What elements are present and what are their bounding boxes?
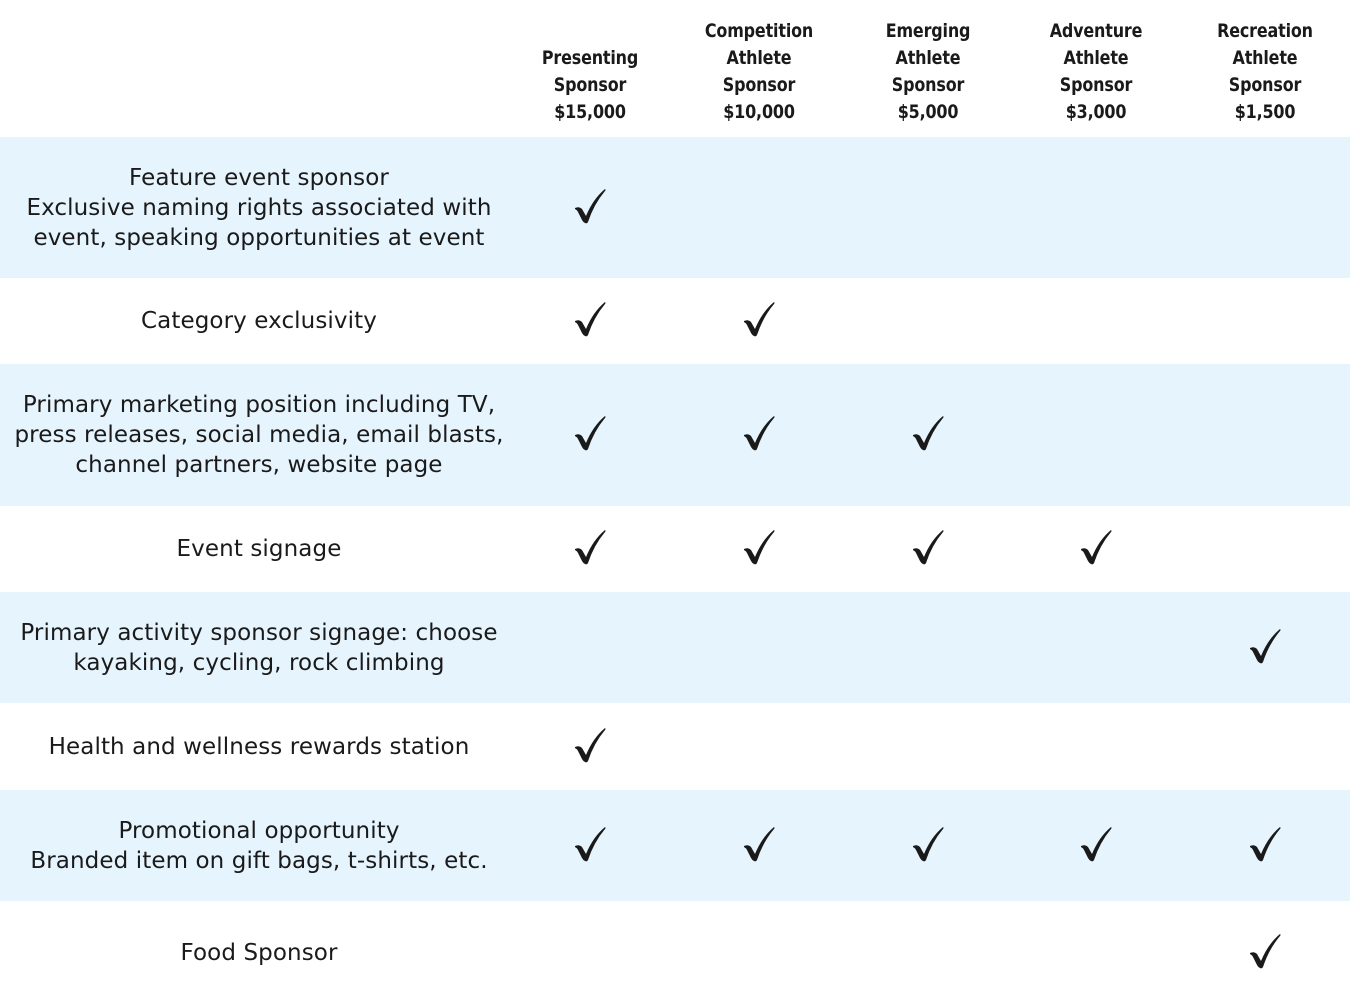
benefit-text-line: Feature event sponsor (129, 164, 389, 191)
benefit-row (0, 901, 1350, 1005)
benefit-description (0, 364, 518, 506)
benefit-row (0, 278, 1350, 364)
check-mark-icon (729, 411, 789, 455)
tier-name-line: Recreation (1217, 20, 1313, 42)
tier-price: $5,000 (897, 101, 959, 123)
benefit-row (0, 790, 1350, 901)
benefit-row (0, 703, 1350, 790)
tier-column-header (1029, 12, 1163, 126)
check-mark-icon (1235, 624, 1295, 668)
benefit-text-line: Exclusive naming rights associated with (26, 194, 492, 221)
check-mark-icon (1235, 929, 1295, 973)
tier-price: $15,000 (554, 101, 626, 123)
check-mark-icon (560, 184, 620, 228)
tier-column-header (523, 12, 657, 126)
check-mark-icon (729, 822, 789, 866)
tier-name-line: Adventure (1049, 20, 1143, 42)
tier-name-line: Sponsor (1059, 74, 1133, 96)
tier-name-line: Athlete (726, 47, 792, 69)
benefit-text-line: Promotional opportunity (118, 817, 400, 844)
check-mark-icon (560, 525, 620, 569)
benefit-text-line: event, speaking opportunities at event (33, 224, 485, 251)
benefit-description (0, 703, 518, 790)
tier-name-line: Competition (704, 20, 814, 42)
benefit-row (0, 137, 1350, 278)
tier-name-line: Sponsor (553, 74, 627, 96)
tier-price: $1,500 (1234, 101, 1296, 123)
check-mark-icon (898, 411, 958, 455)
check-mark-icon (1066, 525, 1126, 569)
tier-name-line: Sponsor (891, 74, 965, 96)
check-mark-icon (560, 822, 620, 866)
benefit-row (0, 592, 1350, 703)
check-mark-icon (560, 297, 620, 341)
check-mark-icon (560, 723, 620, 767)
tier-column-header (1198, 12, 1332, 126)
tier-column-header (861, 12, 995, 126)
benefit-text-line: Health and wellness rewards station (48, 733, 470, 760)
benefit-description (0, 901, 518, 1005)
tier-column-header (692, 12, 826, 126)
benefit-text-line: Primary marketing position including TV, (22, 392, 496, 418)
benefit-text-line: Primary activity sponsor signage: choose (20, 619, 498, 646)
benefit-text-line: press releases, social media, email blasts, (14, 422, 504, 448)
benefit-description (0, 278, 518, 364)
benefit-description (0, 592, 518, 703)
check-mark-icon (898, 525, 958, 569)
tier-name-line: Athlete (1063, 47, 1129, 69)
benefit-row (0, 364, 1350, 506)
benefit-description (0, 506, 518, 592)
benefit-row (0, 506, 1350, 592)
benefit-text-line: Event signage (176, 536, 342, 562)
tier-name-line: Athlete (1232, 47, 1298, 69)
check-mark-icon (898, 822, 958, 866)
benefit-text-line: kayaking, cycling, rock climbing (73, 649, 445, 676)
check-mark-icon (1235, 822, 1295, 866)
benefit-description (0, 790, 518, 901)
tier-header (0, 0, 1350, 137)
tier-price: $10,000 (723, 101, 795, 123)
check-mark-icon (1066, 822, 1126, 866)
tier-name-line: Sponsor (1228, 74, 1302, 96)
benefit-text-line: Category exclusivity (141, 308, 377, 334)
benefit-text-line: Food Sponsor (180, 940, 338, 966)
tier-price: $3,000 (1065, 101, 1127, 123)
tier-name-line: Athlete (895, 47, 961, 69)
check-mark-icon (560, 411, 620, 455)
tier-name-line: Presenting (541, 47, 639, 69)
tier-name-line: Sponsor (722, 74, 796, 96)
tier-name-line: Emerging (885, 20, 971, 42)
check-mark-icon (729, 525, 789, 569)
benefit-text-line: Branded item on gift bags, t-shirts, etc. (30, 847, 488, 874)
benefit-description (0, 137, 518, 278)
benefit-text-line: channel partners, website page (75, 452, 443, 478)
check-mark-icon (729, 297, 789, 341)
